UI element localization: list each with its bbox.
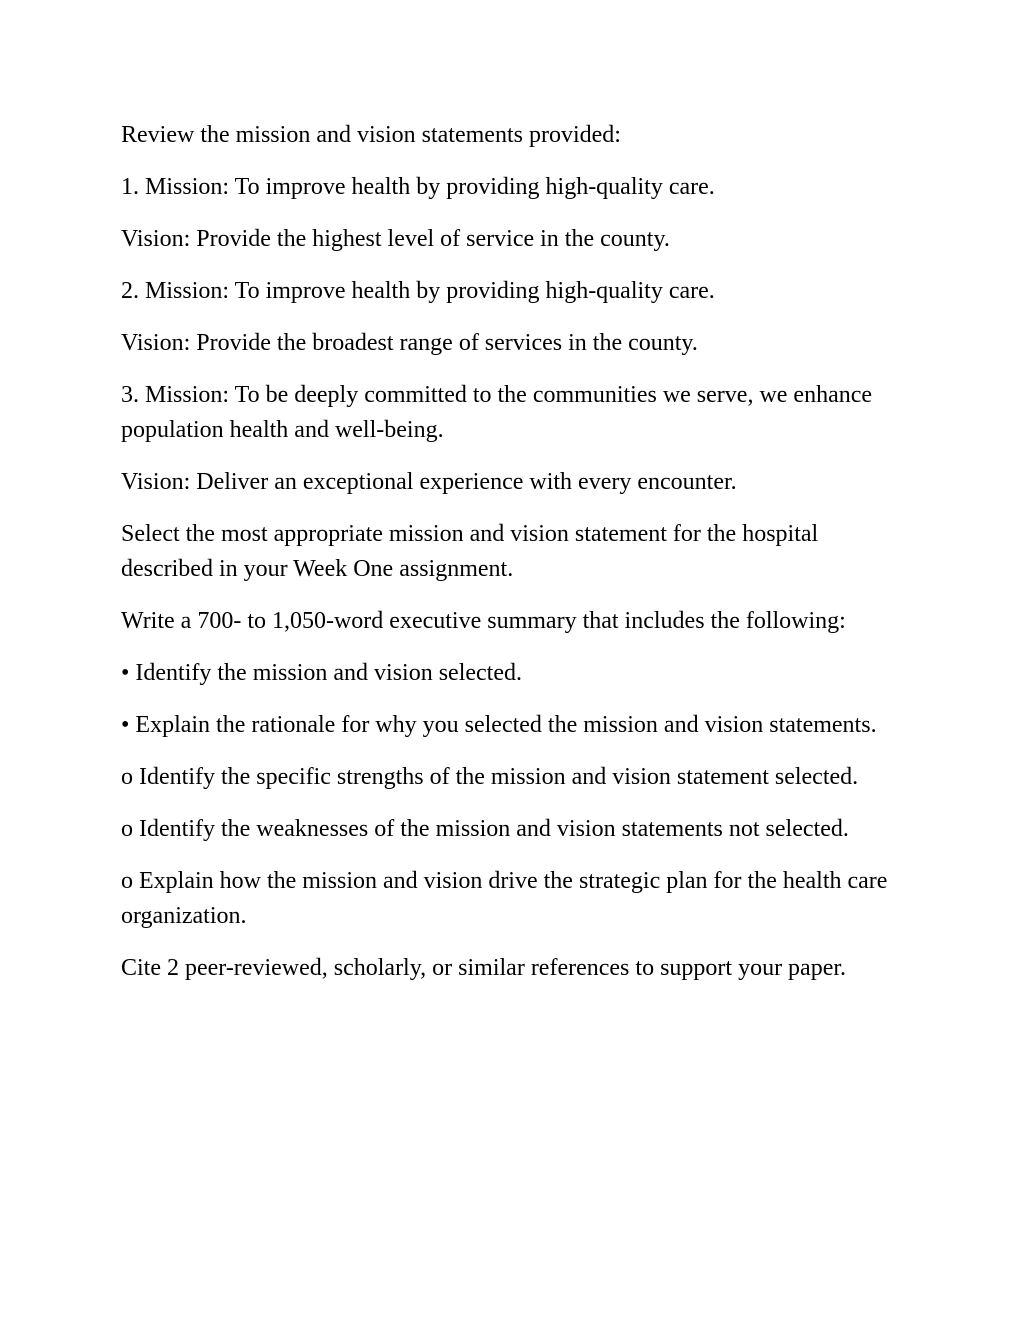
option-3-mission: 3. Mission: To be deeply committed to the communities we serve, we enhance population health and well-being. xyxy=(121,382,873,443)
sub-bullet-item: o Identify the weaknesses of the mission and vision statements not selected. xyxy=(121,816,849,842)
option-3-vision: Vision: Deliver an exceptional experience with every encounter. xyxy=(121,469,737,495)
sub-bullet-item: o Identify the specific strengths of the mission and vision statement selected. xyxy=(121,764,859,790)
sub-bullet-item: o Explain how the mission and vision drive the strategic plan for the health care organization. xyxy=(121,868,888,929)
selection-instruction: Select the most appropriate mission and vision statement for the hospital described in your Week One assignment. xyxy=(121,521,819,582)
option-1-vision: Vision: Provide the highest level of service in the county. xyxy=(121,226,670,252)
intro-paragraph: Review the mission and vision statements provided: xyxy=(121,122,621,148)
option-2-mission: 2. Mission: To improve health by providing high-quality care. xyxy=(121,278,715,304)
bullet-item: • Explain the rationale for why you selected the mission and vision statements. xyxy=(121,712,877,738)
option-1-mission: 1. Mission: To improve health by providing high-quality care. xyxy=(121,174,715,200)
document-body xyxy=(121,118,911,1003)
summary-instruction: Write a 700- to 1,050-word executive summary that includes the following: xyxy=(121,608,846,634)
bullet-item: • Identify the mission and vision selected. xyxy=(121,660,522,686)
option-2-vision: Vision: Provide the broadest range of services in the county. xyxy=(121,330,698,356)
citation-instruction: Cite 2 peer-reviewed, scholarly, or similar references to support your paper. xyxy=(121,955,847,981)
